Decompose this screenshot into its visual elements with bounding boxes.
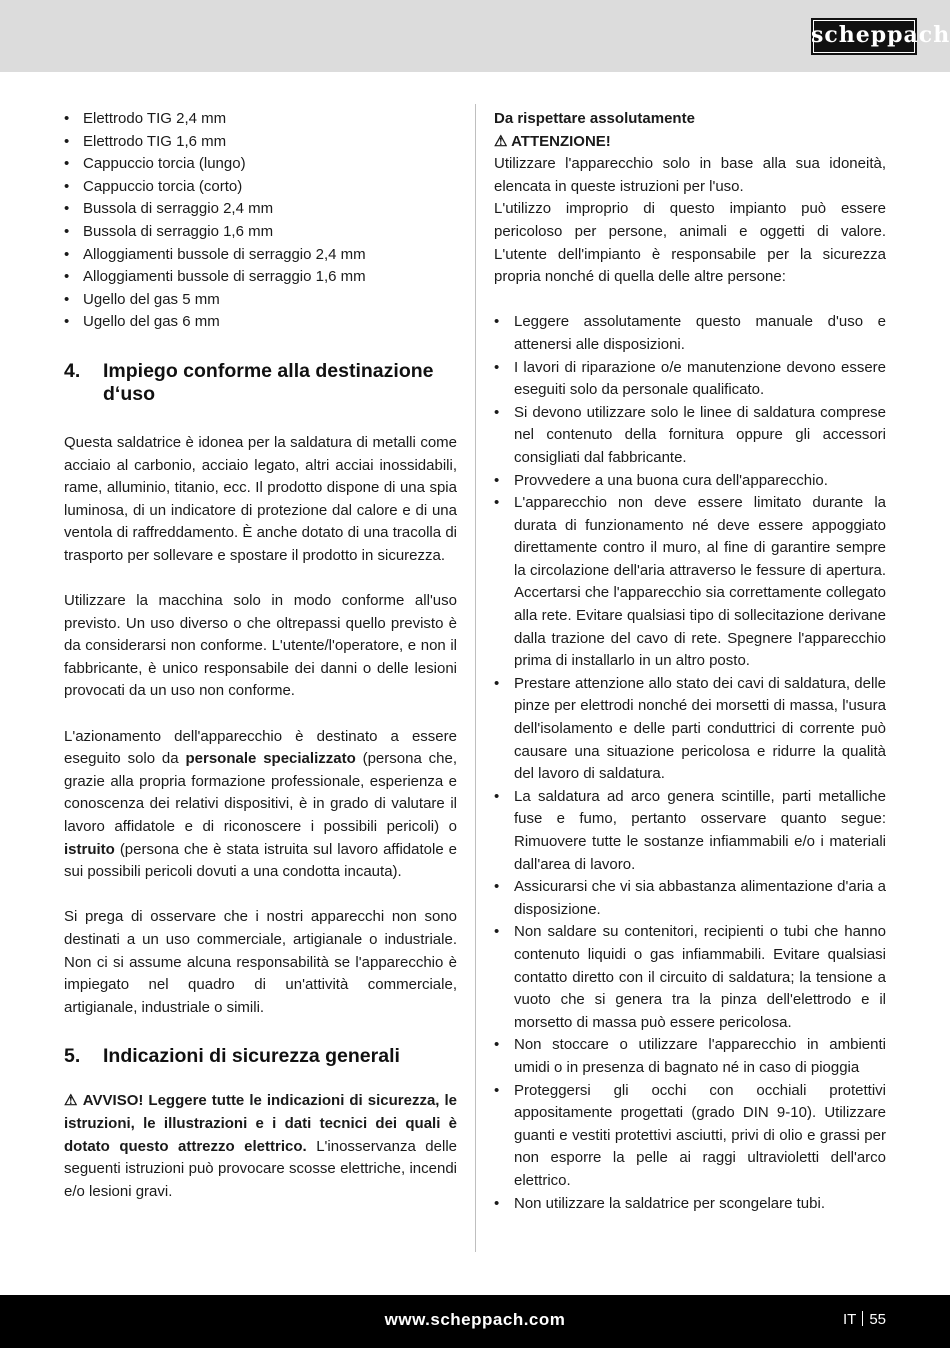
list-item: • Elettrodo TIG 1,6 mm bbox=[64, 131, 457, 154]
list-item: • Ugello del gas 5 mm bbox=[64, 289, 457, 312]
section-number: 5. bbox=[64, 1045, 81, 1068]
paragraph: Utilizzare la macchina solo in modo conforme all'uso previsto. Un uso diverso o che oltrepassi quello previsto è da considerarsi non conforme. L'utente/l'operatore, e non il fabbricante, è unico responsabile dei danni o delle lesioni provocati da un uso non conforme. bbox=[64, 592, 457, 700]
header-bar bbox=[0, 0, 950, 72]
page-info bbox=[843, 1311, 886, 1328]
paragraph: L'utilizzo improprio di questo impianto può essere pericoloso per persone, animali e oggetti di valore. L'utente dell'impianto è responsabile per la sicurezza propria nonché di quella delle altre persone: bbox=[494, 200, 886, 286]
list-item: • Non saldare su contenitori, recipienti o tubi che hanno contenuto liquidi o gas infiammabili. Evitare qualsiasi contatto diretto con il circuito di saldatura; la tensione a vuoto che si genera tra la pinza dell'elettrodo e il morsetto di massa può essere pericolosa. bbox=[494, 921, 886, 1034]
list-item: • I lavori di riparazione o/e manutenzione devono essere eseguiti solo da personale qualificato. bbox=[494, 357, 886, 402]
list-item: • Proteggersi gli occhi con occhiali protettivi appositamente progettati (grado DIN 9-10). Utilizzare guanti e vestiti protettivi asciutti, privi di olio e grassi per non esporre la pelle ai raggi ultravioletti dell'arco elettrico. bbox=[494, 1080, 886, 1193]
section-title: Impiego conforme alla destinazione d‘uso bbox=[103, 359, 434, 405]
brand-logo: scheppach bbox=[811, 18, 917, 55]
left-column bbox=[64, 108, 457, 1203]
list-item: • Bussola di serraggio 2,4 mm bbox=[64, 198, 457, 221]
warning-icon: ⚠ bbox=[64, 1092, 79, 1110]
list-item: • La saldatura ad arco genera scintille, parti metalliche fuse e fumo, pertanto osservare quanto segue: Rimuovere tutte le sostanze infiammabili e/o i materiali dall'area di lavoro. bbox=[494, 786, 886, 876]
attention-label: ⚠ ATTENZIONE! bbox=[494, 132, 611, 150]
bold-term: personale specializzato bbox=[185, 750, 356, 768]
website-link[interactable]: www.scheppach.com bbox=[384, 1310, 566, 1329]
list-item: • Cappuccio torcia (corto) bbox=[64, 176, 457, 199]
list-item: • Non stoccare o utilizzare l'apparecchio in ambienti umidi o in presenza di bagnato né in caso di pioggia bbox=[494, 1034, 886, 1079]
bold-term: istruito bbox=[64, 840, 115, 858]
separator bbox=[862, 1311, 863, 1326]
list-item: • Cappuccio torcia (lungo) bbox=[64, 153, 457, 176]
section-title: Indicazioni di sicurezza generali bbox=[103, 1045, 400, 1068]
paragraph: Si prega di osservare che i nostri apparecchi non sono destinati a un uso commerciale, artigianale o industriale. Non ci si assume alcuna responsabilità se l'apparecchio è impiegato nel quadro di un'attività commerciale, artigianale, industriale o simili. bbox=[64, 908, 457, 1016]
language-code: IT bbox=[842, 1311, 857, 1328]
warning-icon: ⚠ bbox=[494, 132, 508, 150]
list-item: • L'apparecchio non deve essere limitato durante la durata di funzionamento né deve essere appoggiato direttamente contro il muro, al fine di garantire sempre la circolazione dell'aria attraverso le fessure di apertura. Accertarsi che l'apparecchio sia correttamente collegato alla rete. Evitare qualsiasi tipo di sollecitazione derivane dalla trazione del cavo di rete. Spegnere l'apparecchio prima di installarlo in un altro posto. bbox=[494, 492, 886, 673]
list-item: • Provvedere a una buona cura dell'apparecchio. bbox=[494, 470, 886, 493]
accessories-list bbox=[64, 108, 457, 334]
column-divider bbox=[475, 104, 476, 1252]
list-item: • Bussola di serraggio 1,6 mm bbox=[64, 221, 457, 244]
section-number: 4. bbox=[64, 359, 81, 382]
page-number: 55 bbox=[869, 1311, 886, 1328]
list-item: • Ugello del gas 6 mm bbox=[64, 311, 457, 334]
list-item: • Leggere assolutamente questo manuale d'uso e attenersi alle disposizioni. bbox=[494, 311, 886, 356]
right-column bbox=[494, 108, 886, 1215]
footer-bar bbox=[0, 1295, 950, 1348]
safety-heading: Da rispettare assolutamente bbox=[494, 110, 695, 127]
list-item: • Alloggiamenti bussole di serraggio 1,6 mm bbox=[64, 266, 457, 289]
list-item: • Assicurarsi che vi sia abbastanza alimentazione d'aria a disposizione. bbox=[494, 876, 886, 921]
warning-paragraph: ⚠ AVVISO! Leggere tutte le indicazioni di sicurezza, le istruzioni, le illustrazioni e i dati tecnici dei quali è dotato questo attrezzo elettrico. L'inosservanza delle seguenti istruzioni può provocare scosse elettriche, incendi e/o lesioni gravi. bbox=[64, 1092, 458, 1200]
list-item: • Non utilizzare la saldatrice per scongelare tubi. bbox=[494, 1193, 886, 1216]
paragraph: L'azionamento dell'apparecchio è destinato a essere eseguito solo da personale specializzato (persona che, grazie alla propria formazione professionale, esperienza e conoscenza dei relativi dispositivi, è in grado di valutare il lavoro affidatole e di riconoscere i possibili pericoli) o istruito (persona che è stata istruita sul lavoro affidatole e sui possibili pericoli dovuti a una condotta incauta). bbox=[64, 727, 457, 881]
list-item: • Prestare attenzione allo stato dei cavi di saldatura, delle pinze per elettrodi nonché dei morsetti di massa, l'usura dell'isolamento e delle parti conduttrici di corrente può causare una situazione pericolosa e ridurre la qualità del lavoro di saldatura. bbox=[494, 673, 886, 786]
paragraph: Questa saldatrice è idonea per la saldatura di metalli come acciaio al carbonio, acciaio legato, altri acciai inossidabili, rame, alluminio, titanio, ecc. Il prodotto dispone di una spia luminosa, di un indicatore di protezione dal calore e di una ventola di raffreddamento. È anche dotato di una tracolla di trasporto per sollevare e spostare il prodotto in sicurezza. bbox=[64, 433, 457, 564]
list-item: • Alloggiamenti bussole di serraggio 2,4 mm bbox=[64, 244, 457, 267]
section-5-heading bbox=[64, 1045, 457, 1068]
safety-rules-list bbox=[494, 311, 886, 1215]
list-item: • Si devono utilizzare solo le linee di saldatura comprese nel contenuto della fornitura oppure gli accessori consigliati dal fabbricante. bbox=[494, 402, 886, 470]
list-item: • Elettrodo TIG 2,4 mm bbox=[64, 108, 457, 131]
paragraph: Utilizzare l'apparecchio solo in base alla sua idoneità, elencata in queste istruzioni per l'uso. bbox=[494, 155, 886, 195]
section-4-heading bbox=[64, 360, 457, 406]
